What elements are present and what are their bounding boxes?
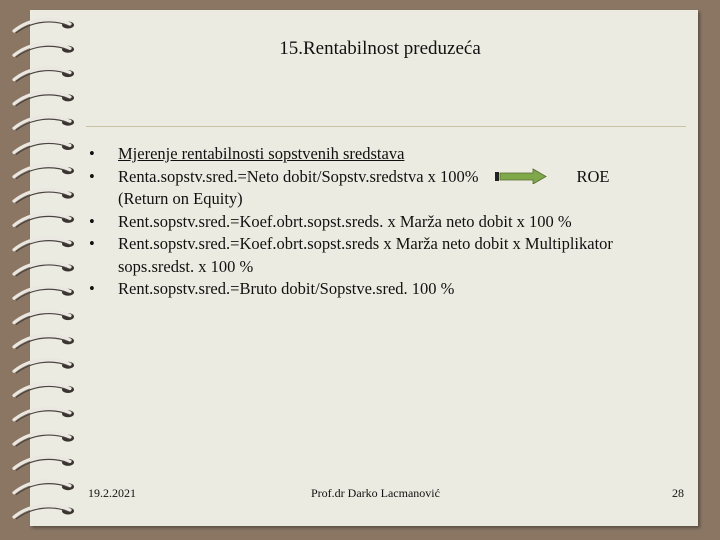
bullet-item: [86, 143, 686, 166]
spiral-ring: [14, 19, 74, 33]
bullet-item: [86, 233, 686, 278]
page-number: 28: [672, 486, 684, 500]
spiral-ring: [14, 141, 74, 155]
spiral-ring: [14, 311, 74, 325]
spiral-ring: [14, 165, 74, 179]
bullet-item: [86, 211, 686, 234]
spiral-ring: [14, 116, 74, 130]
spiral-ring: [14, 287, 74, 301]
spiral-ring: [14, 408, 74, 422]
spiral-ring: [14, 505, 74, 519]
roe-label: ROE: [576, 166, 610, 186]
bullet-list: [86, 143, 686, 301]
spiral-ring: [14, 335, 74, 349]
bullet-item: [86, 278, 686, 301]
spiral-ring: [14, 432, 74, 446]
footer-author: Prof.dr Darko Lacmanović: [311, 486, 440, 500]
spiral-ring: [14, 238, 74, 252]
bullet-text: Mjerenje rentabilnosti sopstvenih sredstava: [118, 144, 405, 163]
bullet-text: Rent.sopstv.sred.=Koef.obrt.sopst.sreds x Marža neto dobit x Multiplikator sops.sredst. x 100 %: [118, 234, 613, 276]
spiral-ring: [14, 214, 74, 228]
bullet-text: Renta.sopstv.sred.=Neto dobit/Sopstv.sredstva x 100%: [118, 166, 479, 186]
title-divider: [86, 126, 686, 127]
spiral-ring: [14, 481, 74, 495]
right-arrow-icon: [495, 168, 547, 184]
spiral-ring: [14, 384, 74, 398]
spiral-ring: [14, 68, 74, 82]
slide-title: 15.Rentabilnost preduzeća: [279, 38, 481, 59]
spiral-binding: [0, 0, 90, 540]
spiral-ring: [14, 262, 74, 276]
bullet-text: Rent.sopstv.sred.=Koef.obrt.sopst.sreds. x Marža neto dobit x 100 %: [118, 211, 572, 231]
spiral-ring: [14, 359, 74, 373]
footer-date: 19.2.2021: [88, 486, 136, 500]
bullet-text: Rent.sopstv.sred.=Bruto dobit/Sopstve.sred. 100 %: [118, 279, 455, 298]
spiral-ring: [14, 92, 74, 106]
roe-note: (Return on Equity): [118, 189, 243, 208]
bullet-item: [86, 166, 686, 211]
spiral-ring: [14, 457, 74, 471]
spiral-ring: [14, 189, 74, 203]
